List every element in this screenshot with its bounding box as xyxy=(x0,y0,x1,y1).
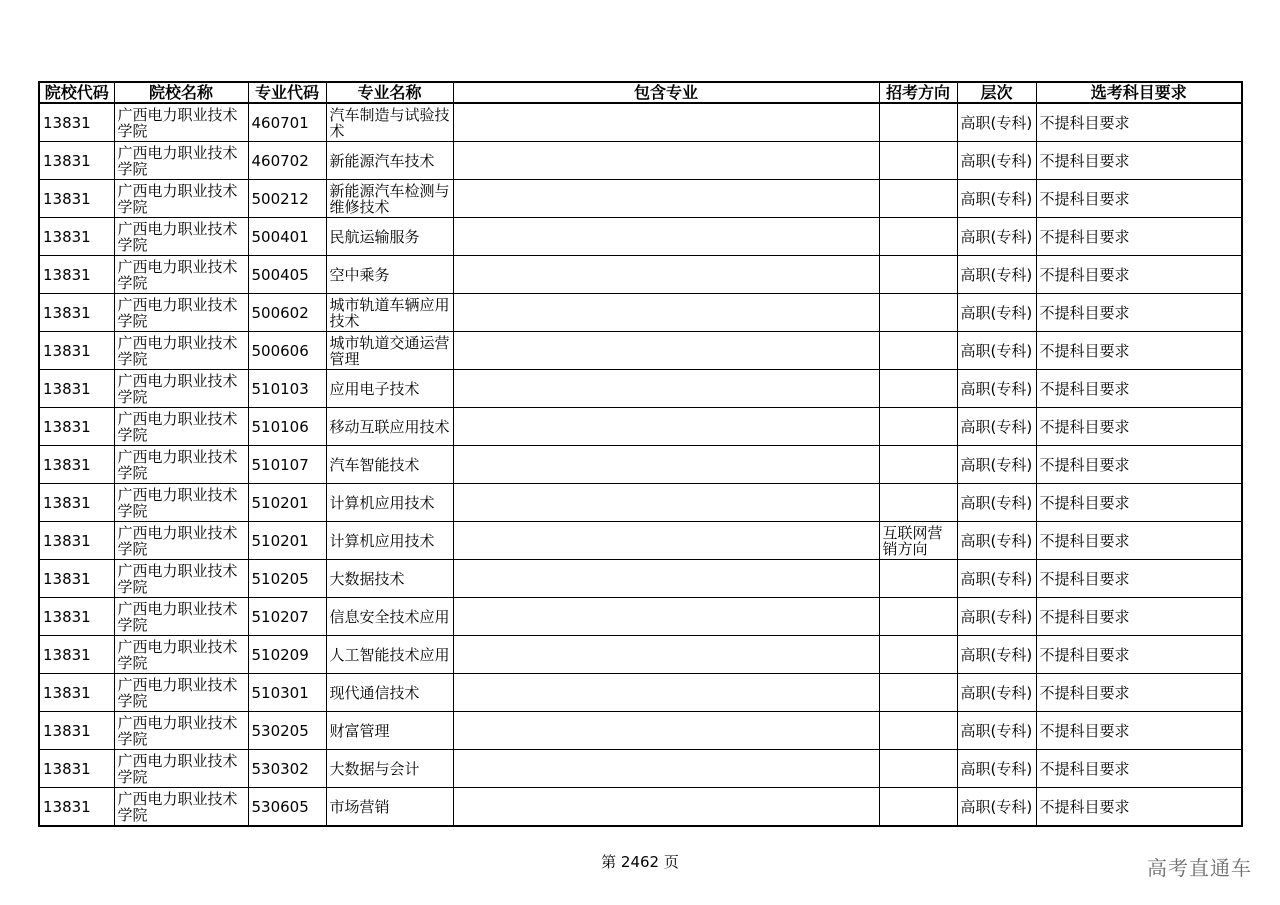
cell-school-code: 13831 xyxy=(39,103,114,142)
cell-major-code: 500405 xyxy=(248,256,326,294)
cell-school-name: 广西电力职业技术学院 xyxy=(114,560,248,598)
cell-included-majors xyxy=(453,788,879,827)
cell-school-code: 13831 xyxy=(39,788,114,827)
cell-subject-requirement: 不提科目要求 xyxy=(1036,256,1242,294)
cell-level: 高职(专科) xyxy=(957,636,1036,674)
cell-subject-requirement: 不提科目要求 xyxy=(1036,636,1242,674)
cell-school-code: 13831 xyxy=(39,180,114,218)
cell-level: 高职(专科) xyxy=(957,788,1036,827)
cell-subject-requirement: 不提科目要求 xyxy=(1036,560,1242,598)
cell-subject-requirement: 不提科目要求 xyxy=(1036,712,1242,750)
cell-school-name: 广西电力职业技术学院 xyxy=(114,332,248,370)
cell-major-name: 空中乘务 xyxy=(326,256,453,294)
cell-school-code: 13831 xyxy=(39,332,114,370)
cell-admission-direction xyxy=(879,560,957,598)
table-row xyxy=(39,218,1242,256)
cell-school-code: 13831 xyxy=(39,370,114,408)
cell-admission-direction xyxy=(879,370,957,408)
cell-school-name: 广西电力职业技术学院 xyxy=(114,103,248,142)
cell-major-name: 大数据技术 xyxy=(326,560,453,598)
cell-subject-requirement: 不提科目要求 xyxy=(1036,674,1242,712)
table-row xyxy=(39,180,1242,218)
admissions-table xyxy=(38,81,1243,827)
cell-admission-direction: 互联网营销方向 xyxy=(879,522,957,560)
cell-major-name: 财富管理 xyxy=(326,712,453,750)
cell-included-majors xyxy=(453,256,879,294)
cell-school-code: 13831 xyxy=(39,256,114,294)
cell-school-name: 广西电力职业技术学院 xyxy=(114,750,248,788)
cell-included-majors xyxy=(453,560,879,598)
table-row xyxy=(39,598,1242,636)
header-admission-direction: 招考方向 xyxy=(879,82,957,103)
cell-major-code: 500401 xyxy=(248,218,326,256)
cell-major-code: 460701 xyxy=(248,103,326,142)
cell-major-name: 新能源汽车技术 xyxy=(326,142,453,180)
cell-level: 高职(专科) xyxy=(957,332,1036,370)
table-row xyxy=(39,560,1242,598)
cell-major-code: 510106 xyxy=(248,408,326,446)
watermark: 高考直通车 xyxy=(1147,856,1252,880)
cell-major-code: 510103 xyxy=(248,370,326,408)
cell-admission-direction xyxy=(879,674,957,712)
cell-school-name: 广西电力职业技术学院 xyxy=(114,446,248,484)
cell-level: 高职(专科) xyxy=(957,103,1036,142)
cell-school-name: 广西电力职业技术学院 xyxy=(114,484,248,522)
cell-major-code: 510209 xyxy=(248,636,326,674)
cell-school-name: 广西电力职业技术学院 xyxy=(114,636,248,674)
cell-school-code: 13831 xyxy=(39,750,114,788)
cell-major-code: 510201 xyxy=(248,484,326,522)
cell-admission-direction xyxy=(879,446,957,484)
cell-admission-direction xyxy=(879,103,957,142)
cell-school-code: 13831 xyxy=(39,712,114,750)
cell-major-name: 市场营销 xyxy=(326,788,453,827)
table-row xyxy=(39,103,1242,142)
table-row xyxy=(39,408,1242,446)
cell-level: 高职(专科) xyxy=(957,522,1036,560)
table-row xyxy=(39,674,1242,712)
cell-level: 高职(专科) xyxy=(957,674,1036,712)
cell-subject-requirement: 不提科目要求 xyxy=(1036,294,1242,332)
table-row xyxy=(39,484,1242,522)
cell-level: 高职(专科) xyxy=(957,408,1036,446)
cell-subject-requirement: 不提科目要求 xyxy=(1036,142,1242,180)
cell-school-code: 13831 xyxy=(39,522,114,560)
cell-major-name: 现代通信技术 xyxy=(326,674,453,712)
cell-major-code: 510207 xyxy=(248,598,326,636)
cell-school-name: 广西电力职业技术学院 xyxy=(114,294,248,332)
cell-school-code: 13831 xyxy=(39,598,114,636)
cell-level: 高职(专科) xyxy=(957,370,1036,408)
cell-major-name: 大数据与会计 xyxy=(326,750,453,788)
cell-included-majors xyxy=(453,103,879,142)
cell-school-code: 13831 xyxy=(39,218,114,256)
cell-level: 高职(专科) xyxy=(957,712,1036,750)
cell-admission-direction xyxy=(879,218,957,256)
table-header xyxy=(39,82,1242,103)
cell-school-name: 广西电力职业技术学院 xyxy=(114,674,248,712)
cell-major-code: 530205 xyxy=(248,712,326,750)
cell-level: 高职(专科) xyxy=(957,218,1036,256)
cell-included-majors xyxy=(453,484,879,522)
table-row xyxy=(39,750,1242,788)
cell-major-name: 应用电子技术 xyxy=(326,370,453,408)
cell-subject-requirement: 不提科目要求 xyxy=(1036,180,1242,218)
cell-school-name: 广西电力职业技术学院 xyxy=(114,598,248,636)
header-school-name: 院校名称 xyxy=(114,82,248,103)
cell-included-majors xyxy=(453,294,879,332)
cell-included-majors xyxy=(453,674,879,712)
cell-major-name: 汽车智能技术 xyxy=(326,446,453,484)
cell-level: 高职(专科) xyxy=(957,750,1036,788)
cell-subject-requirement: 不提科目要求 xyxy=(1036,598,1242,636)
table-row xyxy=(39,332,1242,370)
cell-admission-direction xyxy=(879,142,957,180)
page-number: 第 2462 页 xyxy=(601,853,679,871)
cell-school-name: 广西电力职业技术学院 xyxy=(114,370,248,408)
cell-major-code: 510201 xyxy=(248,522,326,560)
cell-subject-requirement: 不提科目要求 xyxy=(1036,218,1242,256)
cell-school-code: 13831 xyxy=(39,560,114,598)
cell-major-name: 城市轨道车辆应用技术 xyxy=(326,294,453,332)
cell-included-majors xyxy=(453,598,879,636)
cell-subject-requirement: 不提科目要求 xyxy=(1036,408,1242,446)
cell-major-code: 500606 xyxy=(248,332,326,370)
cell-school-name: 广西电力职业技术学院 xyxy=(114,218,248,256)
cell-admission-direction xyxy=(879,750,957,788)
cell-included-majors xyxy=(453,750,879,788)
cell-major-code: 510107 xyxy=(248,446,326,484)
cell-subject-requirement: 不提科目要求 xyxy=(1036,788,1242,827)
cell-subject-requirement: 不提科目要求 xyxy=(1036,522,1242,560)
cell-level: 高职(专科) xyxy=(957,598,1036,636)
cell-admission-direction xyxy=(879,636,957,674)
cell-admission-direction xyxy=(879,180,957,218)
table-body xyxy=(39,103,1242,826)
cell-admission-direction xyxy=(879,598,957,636)
cell-admission-direction xyxy=(879,294,957,332)
cell-level: 高职(专科) xyxy=(957,446,1036,484)
header-major-name: 专业名称 xyxy=(326,82,453,103)
cell-major-code: 500602 xyxy=(248,294,326,332)
cell-school-code: 13831 xyxy=(39,484,114,522)
cell-school-code: 13831 xyxy=(39,636,114,674)
cell-admission-direction xyxy=(879,332,957,370)
cell-school-code: 13831 xyxy=(39,142,114,180)
header-row xyxy=(39,82,1242,103)
cell-major-name: 新能源汽车检测与维修技术 xyxy=(326,180,453,218)
cell-included-majors xyxy=(453,446,879,484)
cell-included-majors xyxy=(453,636,879,674)
cell-admission-direction xyxy=(879,712,957,750)
cell-major-name: 汽车制造与试验技术 xyxy=(326,103,453,142)
cell-school-name: 广西电力职业技术学院 xyxy=(114,408,248,446)
cell-major-name: 民航运输服务 xyxy=(326,218,453,256)
header-school-code: 院校代码 xyxy=(39,82,114,103)
header-included-majors: 包含专业 xyxy=(453,82,879,103)
cell-major-code: 460702 xyxy=(248,142,326,180)
cell-included-majors xyxy=(453,332,879,370)
cell-included-majors xyxy=(453,522,879,560)
cell-major-code: 530302 xyxy=(248,750,326,788)
cell-subject-requirement: 不提科目要求 xyxy=(1036,103,1242,142)
cell-school-name: 广西电力职业技术学院 xyxy=(114,522,248,560)
table-row xyxy=(39,256,1242,294)
cell-subject-requirement: 不提科目要求 xyxy=(1036,446,1242,484)
cell-included-majors xyxy=(453,142,879,180)
cell-included-majors xyxy=(453,408,879,446)
cell-level: 高职(专科) xyxy=(957,256,1036,294)
cell-level: 高职(专科) xyxy=(957,180,1036,218)
cell-major-name: 计算机应用技术 xyxy=(326,522,453,560)
cell-subject-requirement: 不提科目要求 xyxy=(1036,484,1242,522)
cell-included-majors xyxy=(453,712,879,750)
cell-admission-direction xyxy=(879,788,957,827)
cell-major-code: 530605 xyxy=(248,788,326,827)
cell-major-name: 移动互联应用技术 xyxy=(326,408,453,446)
table-row xyxy=(39,636,1242,674)
cell-included-majors xyxy=(453,218,879,256)
cell-major-name: 信息安全技术应用 xyxy=(326,598,453,636)
cell-admission-direction xyxy=(879,256,957,294)
cell-school-name: 广西电力职业技术学院 xyxy=(114,788,248,827)
table-row xyxy=(39,446,1242,484)
table-row xyxy=(39,370,1242,408)
table-row xyxy=(39,522,1242,560)
cell-major-name: 计算机应用技术 xyxy=(326,484,453,522)
table-row xyxy=(39,712,1242,750)
cell-school-name: 广西电力职业技术学院 xyxy=(114,180,248,218)
cell-subject-requirement: 不提科目要求 xyxy=(1036,750,1242,788)
cell-school-name: 广西电力职业技术学院 xyxy=(114,256,248,294)
cell-major-name: 城市轨道交通运营管理 xyxy=(326,332,453,370)
table-row xyxy=(39,294,1242,332)
cell-major-code: 510205 xyxy=(248,560,326,598)
cell-school-code: 13831 xyxy=(39,294,114,332)
cell-school-code: 13831 xyxy=(39,446,114,484)
cell-school-code: 13831 xyxy=(39,674,114,712)
cell-major-code: 510301 xyxy=(248,674,326,712)
header-level: 层次 xyxy=(957,82,1036,103)
cell-included-majors xyxy=(453,180,879,218)
header-subject-requirement: 选考科目要求 xyxy=(1036,82,1242,103)
cell-included-majors xyxy=(453,370,879,408)
cell-school-name: 广西电力职业技术学院 xyxy=(114,142,248,180)
cell-level: 高职(专科) xyxy=(957,484,1036,522)
cell-level: 高职(专科) xyxy=(957,142,1036,180)
cell-admission-direction xyxy=(879,484,957,522)
cell-admission-direction xyxy=(879,408,957,446)
table-row xyxy=(39,788,1242,827)
cell-school-name: 广西电力职业技术学院 xyxy=(114,712,248,750)
cell-level: 高职(专科) xyxy=(957,560,1036,598)
header-major-code: 专业代码 xyxy=(248,82,326,103)
table-row xyxy=(39,142,1242,180)
cell-subject-requirement: 不提科目要求 xyxy=(1036,370,1242,408)
cell-school-code: 13831 xyxy=(39,408,114,446)
cell-subject-requirement: 不提科目要求 xyxy=(1036,332,1242,370)
cell-level: 高职(专科) xyxy=(957,294,1036,332)
cell-major-name: 人工智能技术应用 xyxy=(326,636,453,674)
cell-major-code: 500212 xyxy=(248,180,326,218)
